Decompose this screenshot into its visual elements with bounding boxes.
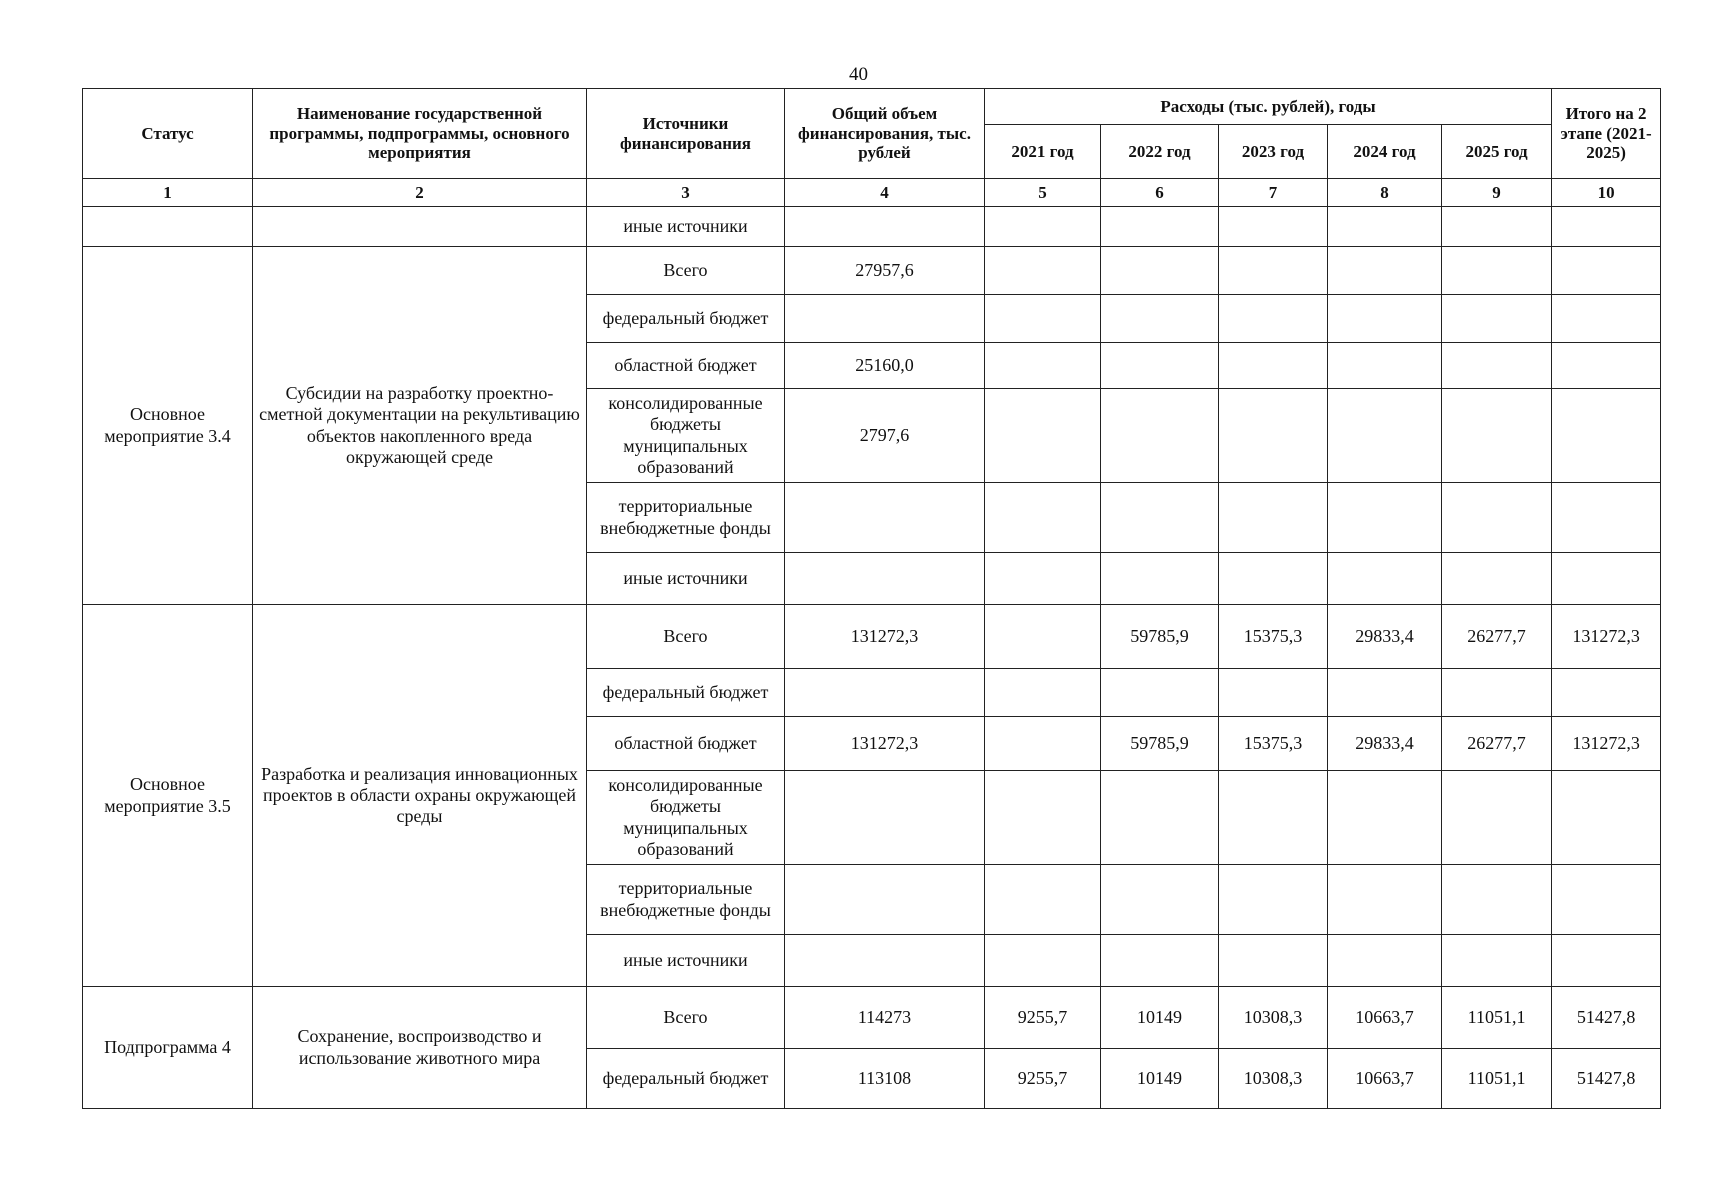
total-cell [785,865,985,935]
stage-total-cell [1552,389,1661,483]
source-cell: иные источники [587,207,785,247]
header-year-2023: 2023 год [1219,125,1328,179]
year-2024-cell [1328,343,1442,389]
year-2022-cell [1101,343,1219,389]
column-number: 7 [1219,179,1328,207]
year-2022-cell [1101,295,1219,343]
table-row [83,207,1661,247]
year-2024-cell: 29833,4 [1328,717,1442,771]
total-cell [785,483,985,553]
year-2022-cell [1101,389,1219,483]
year-2022-cell: 10149 [1101,1049,1219,1109]
source-cell: федеральный бюджет [587,295,785,343]
status-cell [83,207,253,247]
year-2021-cell [985,389,1101,483]
year-2021-cell [985,717,1101,771]
status-cell: Основное мероприятие 3.4 [83,247,253,605]
source-cell: федеральный бюджет [587,1049,785,1109]
stage-total-cell [1552,669,1661,717]
year-2022-cell: 59785,9 [1101,717,1219,771]
total-cell: 131272,3 [785,605,985,669]
year-2025-cell [1442,553,1552,605]
year-2024-cell: 10663,7 [1328,987,1442,1049]
year-2021-cell [985,553,1101,605]
column-number: 6 [1101,179,1219,207]
table-row [83,605,1661,669]
total-cell: 131272,3 [785,717,985,771]
year-2022-cell [1101,669,1219,717]
total-cell [785,553,985,605]
year-2025-cell [1442,771,1552,865]
year-2025-cell [1442,865,1552,935]
year-2024-cell: 10663,7 [1328,1049,1442,1109]
column-number: 9 [1442,179,1552,207]
column-number: 4 [785,179,985,207]
year-2025-cell: 11051,1 [1442,1049,1552,1109]
source-cell: иные источники [587,553,785,605]
year-2025-cell [1442,295,1552,343]
year-2022-cell [1101,247,1219,295]
total-cell [785,295,985,343]
year-2025-cell [1442,343,1552,389]
year-2022-cell [1101,935,1219,987]
source-cell: Всего [587,247,785,295]
year-2021-cell: 9255,7 [985,1049,1101,1109]
total-cell: 114273 [785,987,985,1049]
total-cell: 2797,6 [785,389,985,483]
header-total-volume: Общий объем финансирования, тыс. рублей [785,89,985,179]
header-sources: Источники финансирования [587,89,785,179]
total-cell [785,669,985,717]
year-2025-cell [1442,247,1552,295]
status-cell: Основное мероприятие 3.5 [83,605,253,987]
year-2021-cell: 9255,7 [985,987,1101,1049]
header-name: Наименование государственной программы, подпрограммы, основного мероприятия [253,89,587,179]
year-2023-cell [1219,343,1328,389]
budget-table [82,88,1661,1109]
year-2025-cell [1442,389,1552,483]
stage-total-cell: 51427,8 [1552,987,1661,1049]
year-2022-cell [1101,771,1219,865]
stage-total-cell [1552,483,1661,553]
source-cell: консолидированные бюджеты муниципальных образований [587,771,785,865]
header-year-2021: 2021 год [985,125,1101,179]
name-cell: Сохранение, воспроизводство и использование животного мира [253,987,587,1109]
column-number: 5 [985,179,1101,207]
year-2023-cell [1219,295,1328,343]
header-year-2022: 2022 год [1101,125,1219,179]
year-2024-cell [1328,247,1442,295]
stage-total-cell [1552,865,1661,935]
year-2023-cell [1219,771,1328,865]
header-stage-total: Итого на 2 этапе (2021-2025) [1552,89,1661,179]
year-2023-cell [1219,553,1328,605]
name-cell: Субсидии на разработку проектно-сметной документации на рекультивацию объектов накопленного вреда окружающей среде [253,247,587,605]
page-number: 40 [849,64,868,85]
stage-total-cell [1552,295,1661,343]
year-2025-cell [1442,669,1552,717]
source-cell: областной бюджет [587,343,785,389]
source-cell: территориальные внебюджетные фонды [587,865,785,935]
year-2021-cell [985,343,1101,389]
year-2023-cell [1219,669,1328,717]
source-cell: территориальные внебюджетные фонды [587,483,785,553]
year-2022-cell: 59785,9 [1101,605,1219,669]
total-cell: 113108 [785,1049,985,1109]
name-cell [253,207,587,247]
year-2021-cell [985,247,1101,295]
stage-total-cell: 131272,3 [1552,605,1661,669]
stage-total-cell [1552,343,1661,389]
year-2023-cell [1219,935,1328,987]
stage-total-cell [1552,247,1661,295]
year-2021-cell [985,669,1101,717]
total-cell [785,207,985,247]
year-2023-cell: 15375,3 [1219,717,1328,771]
year-2022-cell: 10149 [1101,987,1219,1049]
year-2023-cell [1219,483,1328,553]
year-2022-cell [1101,865,1219,935]
year-2025-cell: 26277,7 [1442,717,1552,771]
year-2023-cell: 10308,3 [1219,987,1328,1049]
year-2021-cell [985,483,1101,553]
year-2021-cell [985,771,1101,865]
stage-total-cell: 51427,8 [1552,1049,1661,1109]
year-2023-cell [1219,247,1328,295]
year-2025-cell [1442,483,1552,553]
column-number: 3 [587,179,785,207]
year-2021-cell [985,865,1101,935]
column-number: 2 [253,179,587,207]
source-cell: Всего [587,605,785,669]
year-2023-cell [1219,389,1328,483]
stage-total-cell: 131272,3 [1552,717,1661,771]
year-2023-cell: 15375,3 [1219,605,1328,669]
year-2025-cell: 11051,1 [1442,987,1552,1049]
year-2025-cell [1442,935,1552,987]
year-2024-cell [1328,669,1442,717]
header-year-2025: 2025 год [1442,125,1552,179]
column-number: 10 [1552,179,1661,207]
year-2024-cell [1328,389,1442,483]
total-cell: 25160,0 [785,343,985,389]
total-cell: 27957,6 [785,247,985,295]
source-cell: федеральный бюджет [587,669,785,717]
year-2022-cell [1101,553,1219,605]
year-2024-cell [1328,771,1442,865]
year-2021-cell [985,935,1101,987]
stage-total-cell [1552,771,1661,865]
source-cell: иные источники [587,935,785,987]
name-cell: Разработка и реализация инновационных проектов в области охраны окружающей среды [253,605,587,987]
year-2022-cell [1101,483,1219,553]
source-cell: консолидированные бюджеты муниципальных образований [587,389,785,483]
source-cell: Всего [587,987,785,1049]
total-cell [785,771,985,865]
stage-total-cell [1552,935,1661,987]
table-row [83,987,1661,1049]
header-year-2024: 2024 год [1328,125,1442,179]
column-number: 1 [83,179,253,207]
year-2023-cell [1219,865,1328,935]
year-2024-cell [1328,483,1442,553]
year-2025-cell: 26277,7 [1442,605,1552,669]
source-cell: областной бюджет [587,717,785,771]
year-2021-cell [985,295,1101,343]
column-number: 8 [1328,179,1442,207]
year-2021-cell [985,605,1101,669]
year-2023-cell: 10308,3 [1219,1049,1328,1109]
table-row [83,247,1661,295]
year-2024-cell [1328,935,1442,987]
stage-total-cell [1552,553,1661,605]
year-2024-cell [1328,295,1442,343]
year-2024-cell [1328,865,1442,935]
year-2024-cell [1328,553,1442,605]
header-status: Статус [83,89,253,179]
header-expenses: Расходы (тыс. рублей), годы [985,89,1552,125]
total-cell [785,935,985,987]
status-cell: Подпрограмма 4 [83,987,253,1109]
year-2024-cell: 29833,4 [1328,605,1442,669]
